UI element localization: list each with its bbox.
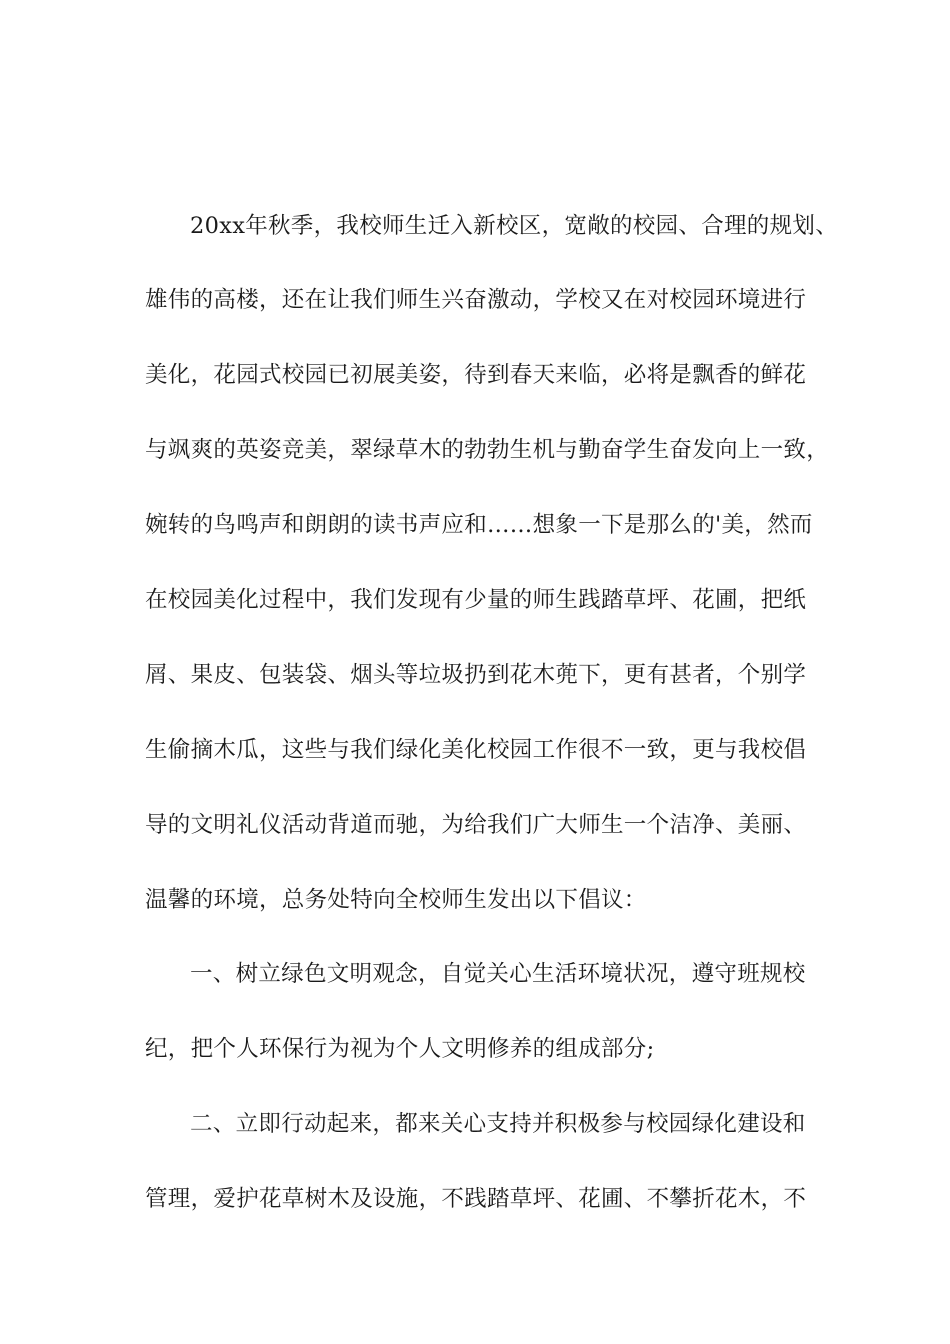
paragraph-1-line-2: 雄伟的高楼，还在让我们师生兴奋激动，学校又在对校园环境进行 — [145, 287, 807, 313]
paragraph-1-line-5: 婉转的鸟鸣声和朗朗的读书声应和……想象一下是那么的'美，然而 — [145, 512, 813, 538]
proposal-2-line-1: 二、立即行动起来，都来关心支持并积极参与校园绿化建设和 — [190, 1111, 806, 1137]
paragraph-1-line-9: 导的文明礼仪活动背道而驰，为给我们广大师生一个洁净、美丽、 — [145, 812, 807, 838]
paragraph-1-line-1: 20xx年秋季，我校师生迁入新校区，宽敞的校园、合理的规划、 — [190, 213, 839, 239]
paragraph-1-line-7: 屑、果皮、包装袋、烟头等垃圾扔到花木蔸下，更有甚者，个别学 — [145, 662, 807, 688]
paragraph-1-line-3: 美化，花园式校园已初展美姿，待到春天来临，必将是飘香的鲜花 — [145, 362, 807, 388]
proposal-2-line-2: 管理，爱护花草树木及设施，不践踏草坪、花圃、不攀折花木，不 — [145, 1186, 807, 1212]
proposal-1-line-1: 一、树立绿色文明观念，自觉关心生活环境状况，遵守班规校 — [190, 961, 806, 987]
paragraph-1-line-4: 与飒爽的英姿竞美，翠绿草木的勃勃生机与勤奋学生奋发向上一致， — [145, 437, 830, 463]
paragraph-1-line-6: 在校园美化过程中，我们发现有少量的师生践踏草坪、花圃，把纸 — [145, 587, 807, 613]
paragraph-1-line-10: 温馨的环境，总务处特向全校师生发出以下倡议： — [145, 887, 647, 913]
paragraph-1-line-8: 生偷摘木瓜，这些与我们绿化美化校园工作很不一致，更与我校倡 — [145, 737, 807, 763]
proposal-1-line-2: 纪，把个人环保行为视为个人文明修养的组成部分; — [145, 1036, 655, 1062]
